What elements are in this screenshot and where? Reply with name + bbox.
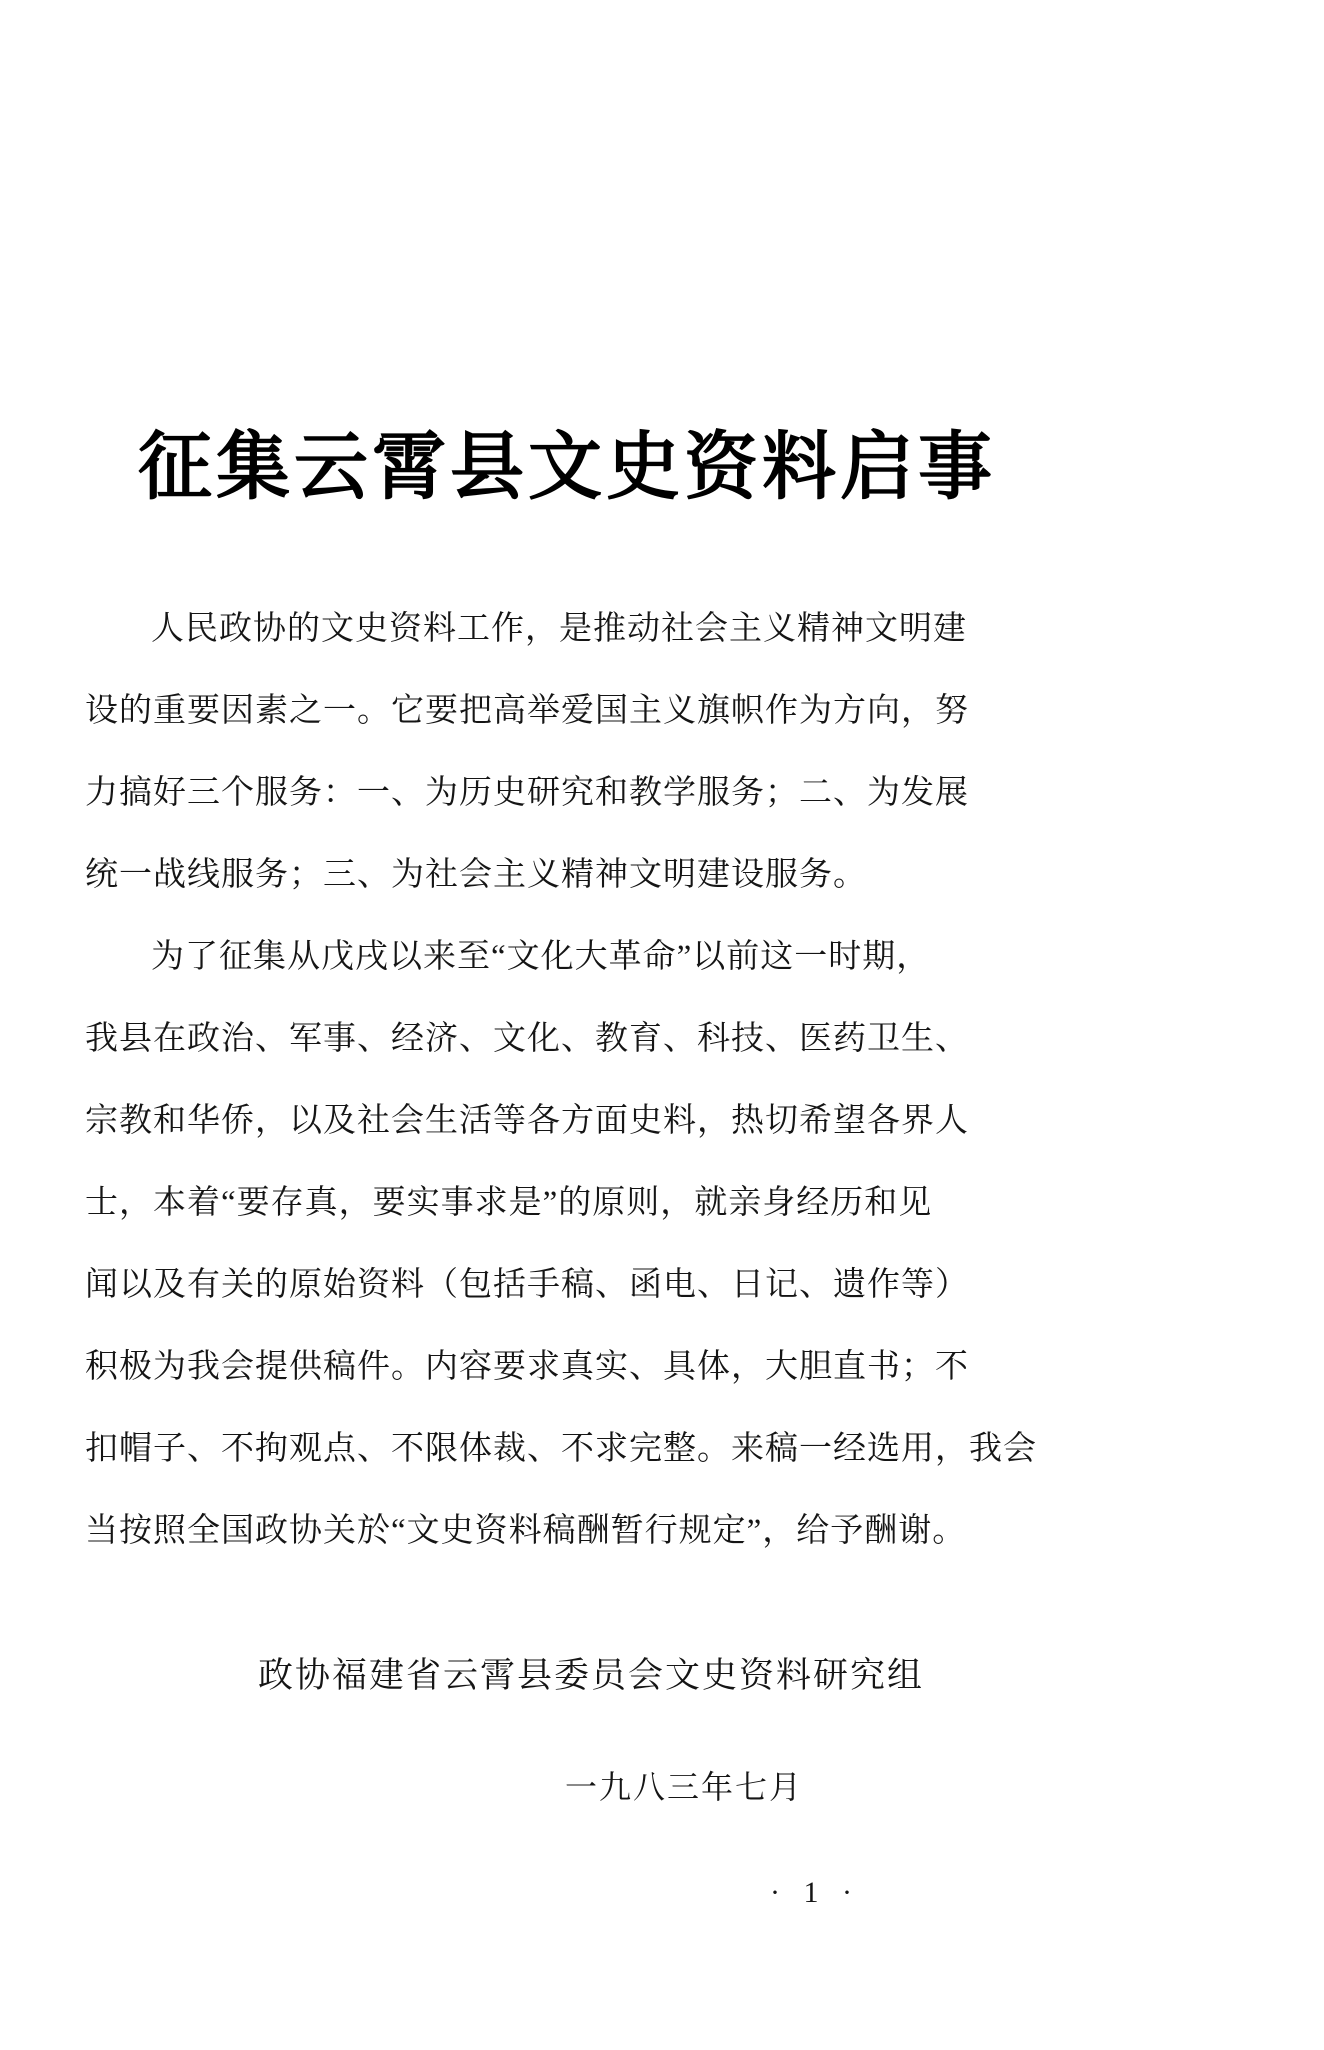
body-line: 扣帽子、不拘观点、不限体裁、不求完整。来稿一经选用，我会 <box>85 1431 1037 1467</box>
page-number: · 1 · <box>770 1876 860 1909</box>
body-line: 为了征集从戊戌以来至“文化大革命”以前这一时期， <box>151 939 931 975</box>
body-line: 当按照全国政协关於“文史资料稿酬暂行规定”，给予酬谢。 <box>85 1513 967 1549</box>
body-line: 积极为我会提供稿件。内容要求真实、具体，大胆直书；不 <box>85 1349 969 1385</box>
body-line: 士，本着“要存真，要实事求是”的原则，就亲身经历和见 <box>85 1185 933 1221</box>
body-line: 设的重要因素之一。它要把高举爱国主义旗帜作为方向，努 <box>85 693 969 729</box>
body-line: 统一战线服务；三、为社会主义精神文明建设服务。 <box>85 857 867 893</box>
body-line: 力搞好三个服务：一、为历史研究和教学服务；二、为发展 <box>85 775 969 811</box>
document-body <box>85 588 1037 1572</box>
body-line: 宗教和华侨，以及社会生活等各方面史料，热切希望各界人 <box>85 1103 969 1139</box>
body-line: 我县在政治、军事、经济、文化、教育、科技、医药卫生、 <box>85 1021 969 1057</box>
signature-line: 政协福建省云霄县委员会文史资料研究组 <box>258 1656 925 1695</box>
body-line: 闻以及有关的原始资料（包括手稿、函电、日记、遗作等） <box>85 1267 969 1303</box>
body-line: 人民政协的文史资料工作，是推动社会主义精神文明建 <box>151 611 967 647</box>
page-title: 征集云霄县文史资料启事 <box>138 426 996 509</box>
date-line: 一九八三年七月 <box>565 1769 804 1805</box>
